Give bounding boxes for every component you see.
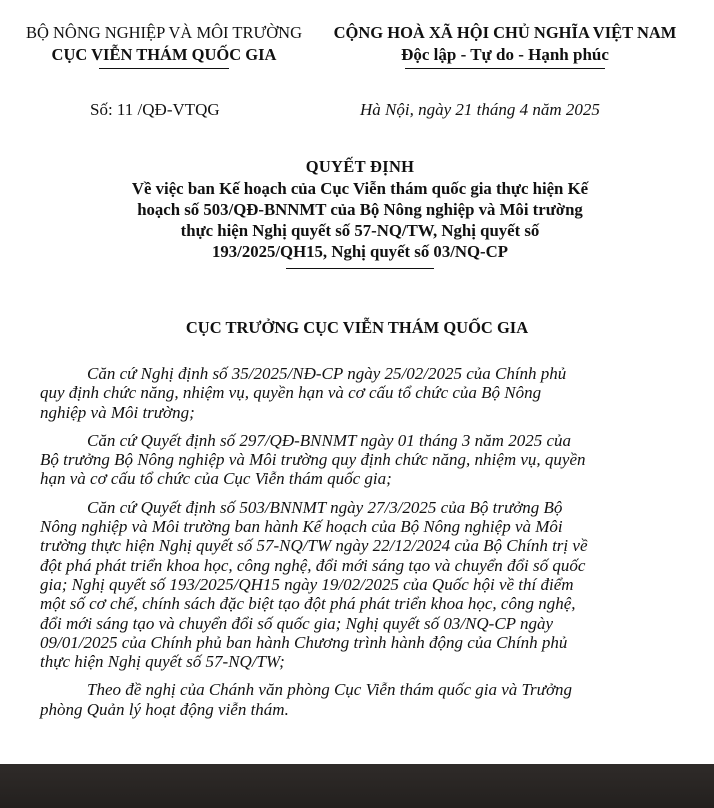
subject-line: thực hiện Nghị quyết số 57-NQ/TW, Nghị quyết số [180, 221, 540, 240]
subject-line: hoạch số 503/QĐ-BNNMT của Bộ Nông nghiệp và Môi trường [137, 200, 583, 219]
motto-underline [405, 68, 605, 69]
issuing-authority: CỤC TRƯỞNG CỤC VIỄN THÁM QUỐC GIA [185, 318, 529, 337]
document-number: Số: 11 /QĐ-VTQG [90, 100, 220, 119]
agency-name: CỤC VIỄN THÁM QUỐC GIA [51, 45, 277, 64]
text-line: thực hiện Nghị quyết số 57-NQ/TW; [40, 652, 285, 672]
paragraph-legal-basis-2 [40, 431, 636, 489]
subject-line: 193/2025/QH15, Nghị quyết số 03/NQ-CP [211, 242, 508, 261]
paragraph-legal-basis-1 [40, 364, 636, 422]
text-line: trường thực hiện Nghị quyết số 57-NQ/TW ngày 22/12/2024 của Bộ Chính trị về [40, 536, 588, 556]
text-line: quy định chức năng, nhiệm vụ, quyền hạn và cơ cấu tổ chức của Bộ Nông [40, 383, 542, 403]
text-line: hạn và cơ cấu tổ chức của Cục Viễn thám quốc gia; [40, 469, 392, 489]
text-line: gia; Nghị quyết số 193/2025/QH15 ngày 19/02/2025 của Quốc hội về thí điểm [40, 574, 574, 594]
text-line: phòng Quản lý hoạt động viễn thám. [40, 699, 289, 719]
ministry-name: BỘ NÔNG NGHIỆP VÀ MÔI TRƯỜNG [25, 23, 303, 42]
subject-line: Về việc ban Kế hoạch của Cục Viễn thám quốc gia thực hiện Kế [131, 179, 589, 198]
text-line: Bộ trưởng Bộ Nông nghiệp và Môi trường quy định chức năng, nhiệm vụ, quyền [40, 450, 586, 470]
document-type: QUYẾT ĐỊNH [305, 157, 415, 176]
text-line: Theo đề nghị của Chánh văn phòng Cục Viễn thám quốc gia và Trưởng [87, 680, 573, 700]
title-underline [286, 268, 434, 269]
text-line: Căn cứ Quyết định số 297/QĐ-BNNMT ngày 01 tháng 3 năm 2025 của [87, 430, 571, 450]
text-line: 09/01/2025 của Chính phủ ban hành Chương trình hành động của Chính phủ [40, 632, 568, 652]
issuing-body [14, 22, 314, 69]
text-line: Căn cứ Quyết định số 503/BNNMT ngày 27/3/2025 của Bộ trưởng Bộ [87, 497, 563, 517]
national-motto: Độc lập - Tự do - Hạnh phúc [401, 45, 609, 64]
national-title: CỘNG HOÀ XÃ HỘI CHỦ NGHĨA VIỆT NAM [333, 23, 677, 42]
viewer-bottom-bar [0, 764, 714, 808]
national-heading [320, 22, 690, 69]
text-line: một số cơ chế, chính sách đặc biệt tạo đột phá phát triển khoa học, công nghệ, [40, 594, 576, 614]
paragraph-proposal [40, 680, 636, 719]
text-line: nghiệp và Môi trường; [40, 402, 195, 422]
text-line: Nông nghiệp và Môi trường ban hành Kế hoạch của Bộ Nông nghiệp và Môi [40, 517, 563, 537]
agency-underline [99, 68, 229, 69]
text-line: Căn cứ Nghị định số 35/2025/NĐ-CP ngày 25/02/2025 của Chính phủ [87, 364, 567, 383]
document-date: Hà Nội, ngày 21 tháng 4 năm 2025 [360, 100, 600, 119]
paragraph-legal-basis-3 [40, 498, 636, 672]
document-header [0, 22, 714, 119]
decision-title-block [40, 156, 680, 269]
decision-subject [40, 178, 680, 262]
text-line: đột phá phát triển khoa học, công nghệ, đổi mới sáng tạo và chuyển đổi số quốc [40, 555, 586, 575]
document-body [40, 364, 636, 728]
text-line: đổi mới sáng tạo và chuyển đổi số quốc gia; Nghị quyết số 03/NQ-CP ngày [40, 613, 554, 633]
